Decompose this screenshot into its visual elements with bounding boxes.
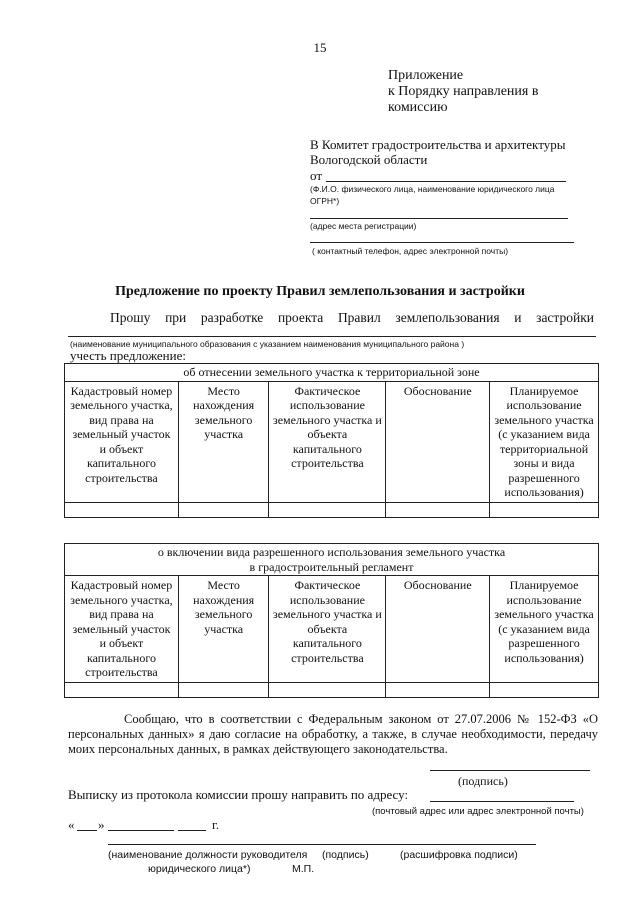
footer-signature-line[interactable] (108, 844, 536, 845)
column-header-location: Место нахождения земельного участка (178, 381, 269, 502)
extract-request: Выписку из протокола комиссии прошу направить по адресу: (68, 787, 409, 802)
table-cell-empty[interactable] (269, 502, 386, 517)
table-cell-empty[interactable] (386, 683, 490, 698)
addressee-line-1: В Комитет градостроительства и архитектуры (310, 137, 566, 152)
column-header-planned-use: Планируемое использование земельного участка (с указанием вида территориальной зоны и вида разрешенного использования) (490, 381, 599, 502)
table-cell-empty[interactable] (178, 502, 269, 517)
table-caption: об отнесении земельного участка к территориальной зоне (65, 364, 599, 382)
column-header-justification: Обоснование (386, 576, 490, 683)
table-permitted-use (64, 543, 599, 698)
consent-paragraph: Сообщаю, что в соответствии с Федеральным законом от 27.07.2006 № 152-ФЗ «О персональных данных» я даю согласие на обработку, а также, в случае необходимости, передачу моих персональных данных, в рамках действующего законодательства. (68, 712, 598, 756)
contact-field-line[interactable] (310, 242, 574, 243)
date-open-quote: « (68, 817, 75, 832)
request-word: и (514, 310, 522, 325)
table-cell-empty[interactable] (65, 683, 179, 698)
request-word: застройки (536, 310, 594, 325)
column-header-location: Место нахождения земельного участка (178, 576, 269, 683)
postal-address-field-line[interactable] (430, 801, 574, 802)
page-number: 15 (313, 40, 327, 55)
request-word: Правил (337, 310, 381, 325)
footer-position-line-1: (наименование должности руководителя (108, 849, 308, 861)
addressee-block (310, 137, 565, 167)
table-row (65, 502, 599, 517)
request-word: Прошу (110, 310, 151, 325)
municipality-field-line[interactable] (68, 336, 596, 337)
table-territorial-zone (64, 363, 599, 518)
column-header-planned-use: Планируемое использование земельного участка (с указанием вида разрешенного использования) (490, 576, 599, 683)
table-caption-line-1: о включении вида разрешенного использования земельного участка (157, 545, 506, 559)
table-header-row (65, 381, 599, 502)
table-cell-empty[interactable] (490, 502, 599, 517)
column-header-actual-use: Фактическое использование земельного участка и объекта капитального строительства (269, 381, 386, 502)
appendix-line-3: комиссию (388, 100, 448, 115)
request-word: разработке (200, 310, 264, 325)
postal-hint: (почтовый адрес или адрес электронной почты) (372, 806, 584, 817)
request-word: при (165, 310, 187, 325)
appendix-line-1: Приложение (388, 68, 464, 83)
appendix-line-2: к Порядку направления в (388, 84, 539, 99)
date-year-field[interactable] (178, 830, 206, 831)
footer-seal: М.П. (292, 863, 315, 875)
hint-registration: (адрес места регистрации) (310, 221, 417, 231)
addressee-line-2: Вологодской области (310, 152, 428, 167)
table-cell-empty[interactable] (65, 502, 179, 517)
signature-label: (подпись) (458, 774, 508, 788)
date-day-field[interactable] (77, 830, 97, 831)
date-month-field[interactable] (108, 830, 174, 831)
table-caption-line-2: в градостроительный регламент (249, 559, 414, 574)
table-caption-row (65, 544, 599, 576)
footer-position-line-2: юридического лица*) (148, 863, 251, 875)
date-close-quote: » (98, 817, 105, 832)
column-header-cadastral: Кадастровый номер земельного участка, вид права на земельный участок и объект капитального строительства (65, 381, 179, 502)
hint-name: (Ф.И.О. физического лица, наименование юридического лица (310, 184, 555, 194)
table-cell-empty[interactable] (178, 683, 269, 698)
document-title: Предложение по проекту Правил землепользования и застройки (115, 284, 525, 299)
signature-field-line[interactable] (430, 770, 590, 771)
table-cell-empty[interactable] (386, 502, 490, 517)
table-cell-empty[interactable] (269, 683, 386, 698)
registration-field-line[interactable] (310, 218, 568, 219)
request-line (110, 310, 594, 326)
column-header-justification: Обоснование (386, 381, 490, 502)
date-year-suffix: г. (212, 817, 220, 832)
table-caption-row (65, 364, 599, 382)
table-caption (65, 544, 599, 576)
footer-signature: (подпись) (322, 849, 369, 861)
request-word: проекта (277, 310, 324, 325)
request-continuation: учесть предложение: (70, 348, 186, 363)
footer-decoding: (расшифровка подписи) (400, 849, 518, 861)
table-header-row (65, 576, 599, 683)
appendix-block (388, 68, 538, 116)
table-cell-empty[interactable] (490, 683, 599, 698)
column-header-actual-use: Фактическое использование земельного участка и объекта капитального строительства (269, 576, 386, 683)
hint-municipality: (наименование муниципального образования с указанием наименования муниципального района ) (70, 339, 465, 349)
hint-contact: ( контактный телефон, адрес электронной почты) (312, 246, 509, 256)
request-word: землепользования (395, 310, 500, 325)
from-field-line[interactable] (326, 181, 566, 182)
table-row (65, 683, 599, 698)
column-header-cadastral: Кадастровый номер земельного участка, вид права на земельный участок и объект капитального строительства (65, 576, 179, 683)
from-label: от (310, 168, 323, 183)
hint-ogrn: ОГРН*) (310, 196, 340, 206)
